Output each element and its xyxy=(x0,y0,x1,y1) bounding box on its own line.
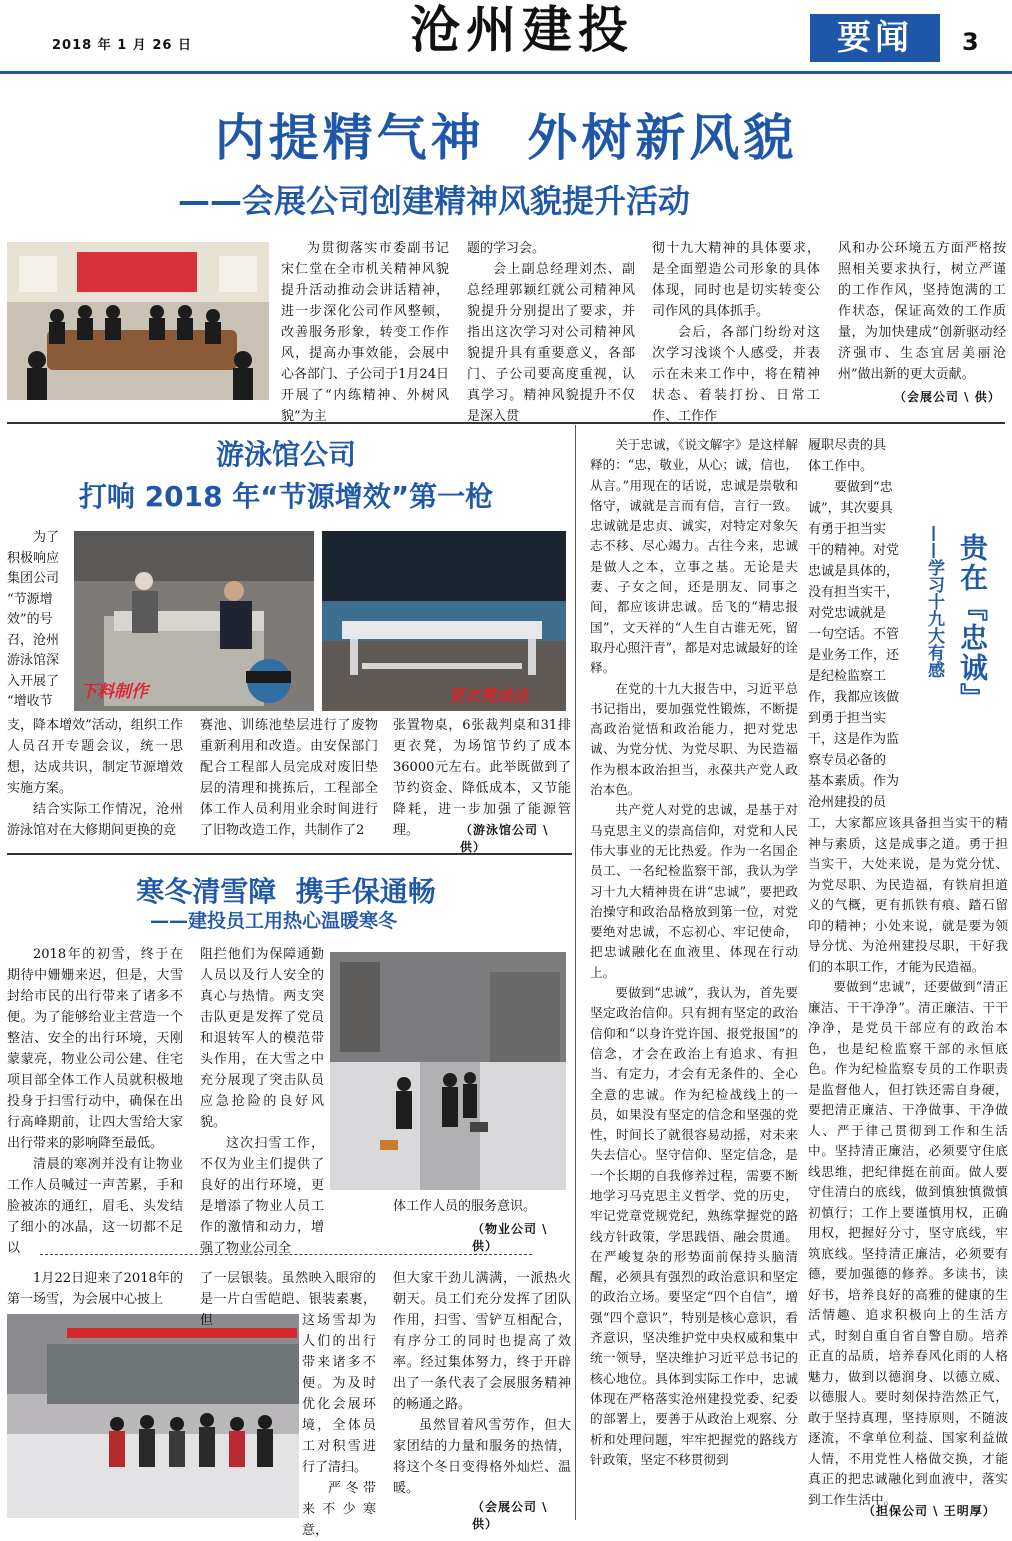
snow-col-1 xyxy=(7,944,183,1259)
right-column-divider xyxy=(575,425,576,1520)
loyalty-line: 干，这是作为监 xyxy=(808,732,900,747)
meeting-photo xyxy=(7,242,269,400)
swim-narrow-line: “节源增 xyxy=(7,591,53,607)
cutting-caption: 下料制作 xyxy=(80,682,148,702)
lead-col-3-b: 会后，各部门纷纷对这次学习浅谈个人感受，并表示在未来工作中，将在精神状态、着装打扮、日常工作、工作作 xyxy=(652,325,820,424)
loyalty-line: 到勇于担当实 xyxy=(808,711,887,726)
swim-narrow-line: 入开展了 xyxy=(7,673,60,689)
expo-col-2-a: 了一层银装。虽然映入眼帘的是一片白雪皑皑、银装素裹，但 xyxy=(200,1271,376,1328)
swim-col-1 xyxy=(7,715,183,841)
loyalty-col-2-top xyxy=(808,435,906,813)
swim-col-1-a: 支，降本增效”活动，组织工作人员召开专题会议，统一思想，达成共识，制定节源增效实施方案。 xyxy=(7,718,183,796)
lead-col-4: 风和办公环境五方面严格按照相关要求执行，树立严谨的工作作风，坚持饱满的工作状态，保证高效的工作质量，为加快建成“创新驱动经济强市、生态宜居美丽沧州”做出新的更大贡献。 xyxy=(838,241,1006,382)
snow-credit: （物业公司 \ 供） xyxy=(472,1222,548,1253)
loyalty-credit: （担保公司 \ 王明厚） xyxy=(863,1504,996,1518)
snow-col-1-a: 2018年的初雪，终于在期待中姗姗来迟，但是，大雪封给市民的出行带来了诸多不便。为了能够给业主营造一个整洁、安全的出行环境，天刚蒙蒙亮，物业公司公建、住宅项目部全体工作人员就积极地投身于扫雪行动中，确保在出行高峰期前，让四大雪给大家出行带来的影响降至最低。 xyxy=(7,947,183,1151)
expo-col-3-a: 但大家干劲儿满满，一派热火朝天。员工们充分发挥了团队作用，扫雪、雪铲互相配合，有序分工的同时也提高了效率。经过集体努力，终于开辟出了一条代表了会展服务精神的畅通之路。 xyxy=(393,1271,571,1412)
swim-col-3: 张置物桌，6张裁判桌和31排更衣凳，为场馆节约了成本36000元左右。此举既做到了节约资金、降低成本，又节能降耗，进一步加强了能源管理。 xyxy=(393,718,571,838)
lead-col-3 xyxy=(652,238,820,427)
loyalty-article xyxy=(578,425,1012,1523)
loyalty-line: 诚”，其次要具 xyxy=(808,501,893,516)
loyalty-para-3: 共产党人对党的忠诚，是基于对马克思主义的崇高信仰，对党和人民伟大事业的无比热爱。作为一名国企员工、一名纪检监察干部，我认为学习十九大精神贵在讲“忠诚”，要把政治操守和政治品格放到第一位，对党要绝对忠诚，不忘初心、牢记使命，把忠诚融化在血液里、体现在行动上。 xyxy=(590,802,798,980)
swim-col-1-b: 结合实际工作情况，沧州游泳馆对在大修期间更换的竞 xyxy=(7,802,183,838)
expo-col-1: 1月22日迎来了2018年的第一场雪，为会展中心披上 xyxy=(7,1271,183,1307)
snow-col-3: 体工作人员的服务意识。 xyxy=(393,1199,537,1214)
expo-sweeping-photo xyxy=(7,1314,299,1518)
expo-col-2-c: 严冬带来不少寒意， xyxy=(302,1481,376,1538)
cutting-photo xyxy=(74,531,314,711)
section-badge: 要闻 xyxy=(810,14,940,62)
loyalty-line: 是业务工作，还 xyxy=(808,648,900,663)
lead-bottom-rule xyxy=(7,422,1005,424)
swim-title-1: 游泳馆公司 xyxy=(215,438,356,471)
loyalty-para-4: 要做到“忠诚”，我认为，首先要坚定政治信仰。只有拥有坚定的政治信仰和“以身许党许国、报党报国”的信念，才会在政治上有追求、有担当、有定力，才会有无条件的、全心全意的忠诚。作为纪检战线上的一员，如果没有坚定的信念和坚强的党性，时间长了就很容易动摇，对未来失去信心。坚守信仰、坚定信念，是一个长期的自我修养过程，需要不断地学习马克思主义哲学、党的历史，牢记党章党规党纪，熟练掌握党的路线方针政策，学思践悟、融会贯通。在严峻复杂的形势面前保持头脑清醒，必须具有强烈的政治意识和坚定的政治立场。要坚定“四个自信”，增强“四个意识”，特别是核心意识，看齐意识，坚决维护党中央权威和集中统一领导，坚决维护习近平总书记的核心地位。具体到实际工作中，忠诚体现在严格落实沧州建投党委、纪委的部署上，要善于从政治上观察、分析和处理问题，牢牢把握党的路线方针政策，坚定不移贯彻到 xyxy=(590,985,798,1467)
swim-title-2: 打响 2018 年“节源增效”第一枪 xyxy=(78,480,494,513)
lead-col-2 xyxy=(467,238,635,427)
expo-credit: （会展公司 \ 供） xyxy=(472,1500,548,1531)
loyalty-line: 没有担当实干， xyxy=(808,585,900,600)
loyalty-para-6: 要做到“忠诚”，还要做到“清正廉洁、干干净净”。清正廉洁、干干净净，是党员干部应有的政治本色，也是纪检监察干部的永恒底色。作为纪检监察专员的工作职责是监督他人，但打铁还需自身硬，要把清正廉洁、干净做事、干净做人、严于律己贯彻到工作和生活中。坚持清正廉洁，必须要守住底线思维，把纪律挺在前面。做人要守住清白的底线，做到慎独慎微慎初慎行；工作上要谨慎用权，正确用权，把握好分寸，坚守底线，牢筑底线。坚持清正廉洁，必须要有德，要加强德的修养。多读书，读好书，培养良好的高雅的健康的生活情趣、追求积极向上的生活方式，时刻自重自省自警自励。培养正直的品质，培养春风化雨的人格魅力，做到以德润身、以德立威、以德服人。要时刻保持浩然正气，敢于坚持真理，坚持原则，不随波逐流，不拿单位利益、国家利益做人情，不用党性人格做交换，才能真正的把忠诚融化到血液中，落实到工作生活中。 xyxy=(808,979,1008,1507)
swim-narrow-line: 为了 xyxy=(33,530,60,545)
loyalty-col-1 xyxy=(590,435,798,1470)
lead-col-2-a: 题的学习会。 xyxy=(467,241,546,256)
swim-narrow-line: 游泳馆深 xyxy=(7,653,60,668)
loyalty-title: 贵在『忠诚』 xyxy=(956,533,989,713)
swim-article xyxy=(0,425,572,854)
lead-col-1: 为贯彻落实市委副书记宋仁堂在全市机关精神风貌提升活动推动会讲话精神，进一步深化公司作风整顿，改善服务形象，转变工作作风，提高办事效能，会展中心各部门、子公司于1月24日开展了“内练精神、外树风貌”为主 xyxy=(281,241,449,424)
loyalty-subtitle: ——学习十九大有感 xyxy=(924,525,944,678)
lead-subtitle: ——会展公司创建精神风貌提升活动 xyxy=(178,182,691,220)
snow-dashed-divider xyxy=(40,1254,532,1255)
loyalty-col-2-bottom xyxy=(808,813,1008,1510)
loyalty-line: 履职尽责的具 xyxy=(808,438,887,453)
swim-credit: （游泳馆公司 \ 供） xyxy=(460,823,549,854)
bench-photo xyxy=(322,531,566,711)
snow-col-2 xyxy=(200,944,324,1259)
snow-col-1-b: 清晨的寒冽并没有让物业工作人员喊过一声苦累，手和脸被冻的通红，眉毛、头发结了细小的冰晶，这一切都不足以 xyxy=(7,1157,183,1256)
loyalty-line: 沧州建投的员 xyxy=(808,795,887,810)
expo-snow-article xyxy=(0,1262,572,1538)
swim-narrow-col xyxy=(7,528,71,713)
lead-title: 内提精气神 外树新风貌 xyxy=(214,109,798,167)
loyalty-line: 察专员必备的 xyxy=(808,753,887,768)
bench-caption: 更衣凳成品 xyxy=(448,686,529,705)
snow-col-2-a: 阻拦他们为保障通勤人员以及行人安全的真心与热情。两支突击队更是发挥了党员和退转军人的模范带头作用，在大雪之中充分展现了突击队员应急抢险的良好风貌。 xyxy=(200,947,324,1130)
loyalty-line: 干的精神。对党 xyxy=(808,543,900,558)
sweeping-photo xyxy=(330,952,566,1190)
expo-col-3 xyxy=(393,1268,571,1499)
snow-title: 寒冬清雪障 携手保通畅 xyxy=(136,875,436,908)
loyalty-line: 是纪检监察工 xyxy=(808,669,887,684)
swim-narrow-line: 效”的号 xyxy=(7,612,53,627)
loyalty-para-2: 在党的十九大报告中，习近平总书记指出，要加强党性锻炼，不断提高政治觉悟和政治能力，把对党忠诚、为党分忧、为党尽职、为民造福作为根本政治担当，永葆共产党人政治本色。 xyxy=(590,680,798,798)
loyalty-line: 对党忠诚就是 xyxy=(808,606,887,621)
loyalty-line: 基本素质。作为 xyxy=(808,774,900,789)
swim-narrow-line: 积极响应 xyxy=(7,550,60,566)
loyalty-line: 要做到“忠 xyxy=(834,480,893,495)
masthead xyxy=(0,0,1012,72)
lead-credit: （会展公司 \ 供） xyxy=(894,390,1001,404)
loyalty-line: 作，我都应该做 xyxy=(808,690,900,705)
expo-col-3-b: 虽然冒着风雪劳作，但大家团结的力量和服务的热情，将这个冬日变得格外灿烂、温暖。 xyxy=(393,1418,571,1496)
swim-bottom-rule xyxy=(7,853,572,855)
issue-date: 2018 年 1 月 26 日 xyxy=(52,38,192,53)
loyalty-line: 体工作中。 xyxy=(808,459,874,474)
swim-narrow-line: 集团公司 xyxy=(7,571,60,586)
lead-article xyxy=(0,76,1012,424)
lead-col-3-a: 彻十九大精神的具体要求，是全面塑造公司形象的具体体现，同时也是切实转变公司作风的具体抓手。 xyxy=(652,241,820,319)
page-number: 3 xyxy=(962,28,979,56)
expo-col-2-b: 这场雪却为人们的出行带来诸多不便。为及时优化会展环境，全体员工对积雪进行了清扫。 xyxy=(302,1313,376,1475)
loyalty-line: 有勇于担当实 xyxy=(808,522,887,537)
swim-col-2: 赛池、训练池垫层进行了废物重新利用和改造。由安保部门配合工程部人员完成对废旧垫层的清理和挑拣后，工程部全体工作人员利用业余时间进行了旧物改造工作，共制作了2 xyxy=(200,718,378,838)
loyalty-para-5: 工，大家都应该具备担当实干的精神与素质，这是成事之道。勇于担当实干，大处来说，是为党分忧、为党尽职、为民造福，有铁肩担道义的气概，更有抓铁有痕、踏石留印的精神；小处来说，就是要为领导分忧、为沧州建投尽职，干好我们的本职工作，才能为民造福。 xyxy=(808,815,1008,974)
loyalty-line: 一句空话。不管 xyxy=(808,627,900,642)
snow-subtitle: ——建投员工用热心温暖寒冬 xyxy=(150,910,398,932)
swim-narrow-line: 召，沧州 xyxy=(7,632,60,648)
lead-col-2-b: 会上副总经理刘杰、副总经理郭颖红就公司精神风貌提升分别提出了要求，并指出这次学习对公司精神风貌提升具有重要意义，各部门、子公司要高度重视，认真学习。精神风貌提升不仅是深入贯 xyxy=(467,262,635,424)
masthead-rule xyxy=(0,71,1012,74)
loyalty-para-1: 关于忠诚，《说文解字》是这样解释的：“忠，敬业，从心；诚，信也，从言。”用现在的话说，忠诚是崇敬和恪守，诚就是言而有信，言行一致。忠诚就是忠贞、诚实，对特定对象矢志不移、尽心竭力。古往今来，忠诚是做人之本，立事之基。无论是夫妻、子女之间，还是朋友、同事之间，都应该讲忠诚。岳飞的“精忠报国”，文天祥的“人生自古谁无死，留取丹心照汗青”，都是对忠诚最好的诠释。 xyxy=(590,437,798,676)
swim-narrow-line: “增收节 xyxy=(7,694,53,709)
loyalty-line: 忠诚是具体的， xyxy=(808,564,900,579)
paper-name: 沧州建投 xyxy=(410,0,634,59)
snow-article xyxy=(0,858,572,1256)
snow-col-2-b: 这次扫雪工作，不仅为业主们提供了良好的出行环境，更是增添了物业人员工作的激情和动力，增强了物业公司全 xyxy=(200,1136,324,1256)
expo-col-2-lower xyxy=(302,1310,376,1541)
